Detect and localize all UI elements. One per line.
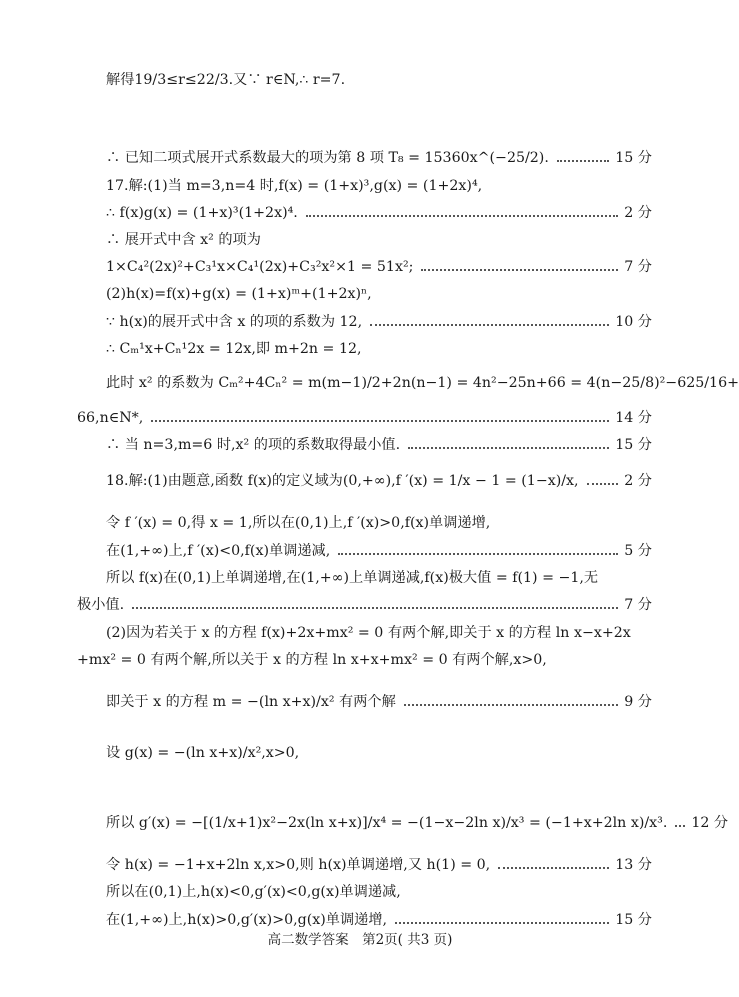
solution-line-text: ∴ 展开式中含 x² 的项为 (106, 232, 261, 248)
solution-line-text: 设 g(x) = −(ln x+x)/x²,x>0, (106, 745, 300, 761)
dot-leader (306, 215, 618, 217)
solution-line-text: 所以 g′(x) = −[(1/x+1)x²−2x(ln x+x)]/x⁴ = −(1−x−2ln x)/x³ = (−1+x+2ln x)/x³. (106, 815, 668, 831)
solution-line (77, 410, 652, 427)
solution-line-text: ∵ h(x)的展开式中含 x 的项的系数为 12, (106, 314, 363, 330)
dot-leader (421, 269, 618, 271)
solution-line-text: 即关于 x 的方程 m = −(ln x+x)/x² 有两个解 (106, 694, 396, 710)
solution-line (106, 437, 652, 454)
solution-line (106, 625, 652, 642)
dot-leader (587, 483, 619, 485)
score-points: 15 分 (615, 150, 652, 166)
solution-line (106, 912, 652, 929)
solution-line-text: ∴ 当 n=3,m=6 时,x² 的项的系数取得最小值. (106, 437, 401, 453)
solution-line (106, 178, 652, 195)
solution-line (106, 314, 652, 331)
solution-line (106, 570, 652, 587)
score-points: 15 分 (615, 437, 652, 453)
dot-leader (675, 825, 685, 827)
solution-line (106, 694, 652, 711)
solution-line-text: ∴ 已知二项式展开式系数最大的项为第 8 项 T₈ = 15360x^(−25/2). (106, 150, 549, 166)
solution-line (77, 597, 652, 614)
solution-line-text: 17.解:(1)当 m=3,n=4 时,f(x) = (1+x)³,g(x) = (1+2x)⁴, (106, 178, 483, 194)
solution-line-text: 解得19/3≤r≤22/3.又∵ r∈N,∴ r=7. (106, 72, 346, 88)
solution-line-text: 极小值. (77, 597, 125, 613)
dot-leader (338, 553, 618, 555)
solution-line-text: 在(1,+∞)上,f ′(x)<0,f(x)单调递减, (106, 543, 331, 559)
solution-line (106, 150, 652, 167)
dot-leader (370, 324, 609, 326)
solution-line-text: ∴ f(x)g(x) = (1+x)³(1+2x)⁴. (106, 205, 298, 221)
dot-leader (557, 160, 609, 162)
score-points: 7 分 (624, 259, 652, 275)
solution-line (106, 857, 652, 874)
solution-line (106, 205, 652, 222)
score-points: 14 分 (615, 410, 652, 426)
dot-leader (404, 704, 618, 706)
solution-line-text: 所以 f(x)在(0,1)上单调递增,在(1,+∞)上单调递减,f(x)极大值 = f(1) = −1,无 (106, 570, 599, 586)
solution-line-text: +mx² = 0 有两个解,所以关于 x 的方程 ln x+x+mx² = 0 有两个解,x>0, (77, 652, 547, 668)
solution-line (106, 473, 652, 490)
dot-leader (151, 420, 609, 422)
solution-line (106, 232, 652, 249)
solution-line-text: 1×C₄²(2x)²+C₃¹x×C₄¹(2x)+C₃²x²×1 = 51x²; (106, 259, 414, 275)
dot-leader (408, 447, 609, 449)
score-points: 13 分 (615, 857, 652, 873)
solution-line (106, 375, 739, 392)
solution-line-text: ∴ Cₘ¹x+Cₙ¹2x = 12x,即 m+2n = 12, (106, 341, 362, 357)
dot-leader (132, 607, 618, 609)
score-points: 5 分 (624, 543, 652, 559)
solution-line (106, 815, 729, 832)
solution-line (106, 259, 652, 276)
solution-line (106, 515, 652, 532)
score-points: 9 分 (624, 694, 652, 710)
solution-line (106, 286, 652, 303)
solution-line (106, 745, 652, 762)
score-points: 10 分 (615, 314, 652, 330)
solution-line-text: 令 f ′(x) = 0,得 x = 1,所以在(0,1)上,f ′(x)>0,f(x)单调递增, (106, 515, 491, 531)
score-points: 2 分 (624, 473, 652, 489)
solution-line-text: 所以在(0,1)上,h(x)<0,g′(x)<0,g(x)单调递减, (106, 884, 401, 900)
solution-line (77, 652, 652, 669)
solution-line-text: 18.解:(1)由题意,函数 f(x)的定义域为(0,+∞),f ′(x) = 1/x − 1 = (1−x)/x, (106, 473, 579, 489)
solution-line (106, 341, 652, 358)
dot-leader (395, 922, 609, 924)
score-points: 2 分 (624, 205, 652, 221)
solution-line-text: 令 h(x) = −1+x+2ln x,x>0,则 h(x)单调递增,又 h(1) = 0, (106, 857, 491, 873)
solution-line (106, 543, 652, 560)
page-footer: 高二数学答案 第2页( 共3 页) (267, 932, 453, 948)
score-points: 7 分 (624, 597, 652, 613)
solution-line-text: 66,n∈N*, (77, 410, 144, 426)
solution-line (106, 72, 652, 89)
solution-line (106, 884, 652, 901)
solution-line-text: (2)因为若关于 x 的方程 f(x)+2x+mx² = 0 有两个解,即关于 x 的方程 ln x−x+2x (106, 625, 631, 641)
dot-leader (498, 867, 609, 869)
score-points: 12 分 (691, 815, 729, 831)
solution-line-text: 在(1,+∞)上,h(x)>0,g′(x)>0,g(x)单调递增, (106, 912, 388, 928)
solution-line-text: (2)h(x)=f(x)+g(x) = (1+x)ᵐ+(1+2x)ⁿ, (106, 286, 372, 302)
score-points: 15 分 (615, 912, 652, 928)
solution-line-text: 此时 x² 的系数为 Cₘ²+4Cₙ² = m(m−1)/2+2n(n−1) = 4n²−25n+66 = 4(n−25/8)²−625/16+ (106, 375, 739, 391)
